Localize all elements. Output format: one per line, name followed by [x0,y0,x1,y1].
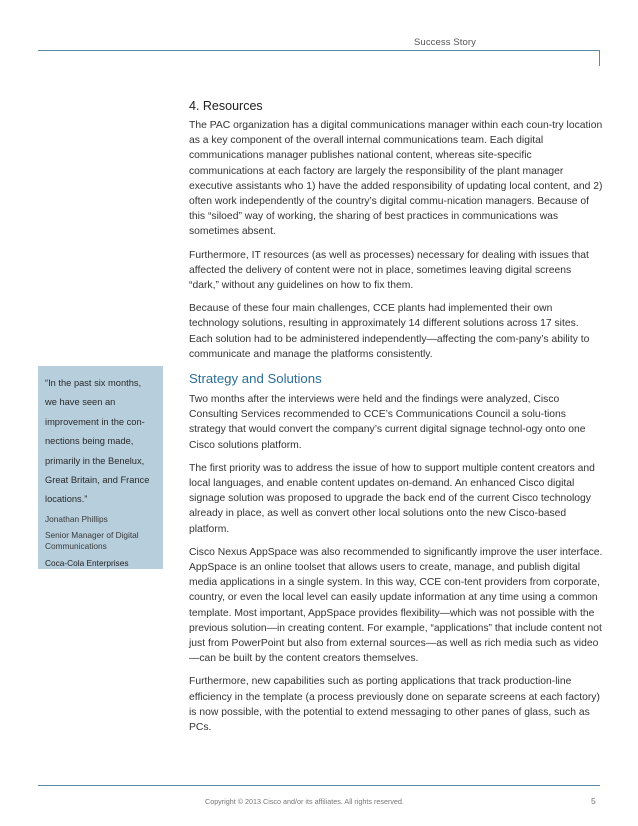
strategy-paragraph-1: Two months after the interviews were held and the findings were analyzed, Cisco Consulting Services recommended to CCE’s Communications Council a solu-tions strategy that would convert the company’s current digital signage technol-ogy onto one Cisco solutions platform. [189,394,586,451]
resources-paragraph-2: Furthermore, IT resources (as well as processes) necessary for dealing with issues that affected the delivery of content were not in place, sometimes leaving digital screens “dark,” without any guidelines on how to fix them. [189,249,589,292]
quote-author-company: Coca-Cola Enterprises [45,557,129,568]
header-label: Success Story [414,37,477,48]
resources-paragraph-1: The PAC organization has a digital communications manager within each coun-try location as a key component of the overall internal communications team. Each digital communications manager publishes national content, whereas site-specific communications at each factory are largely the responsibility of the plant manager executive assistants who 1) have the added responsibility of updating local content, and 2) often work independently of the country’s digital commu-nication managers. Because of this “siloed” way of working, the sharing of best practices in communications was sometimes absent. [189,120,603,238]
resources-section [189,99,603,370]
pull-quote: “In the past six months, we have seen an improvement in the con-nections being made, primarily in the Benelux, Great Britain, and France locations.” [45,378,150,505]
footer-rule [38,785,600,786]
copyright-notice: Copyright © 2013 Cisco and/or its affiliates. All rights reserved. [205,797,404,806]
strategy-paragraph-3: Cisco Nexus AppSpace was also recommended to significantly improve the user interface. AppSpace is an online toolset that allows users to create, manage, and publish digital media applications in a single system. In this way, CCE con-tent providers from corporate, country, or even the local level can easily update information at any time using a common template. Most important, AppSpace provides flexibility—which was not possible with the previous solution—in creating content. For example, “applications” that include content not just from PowerPoint but also from external sources—as well as rich media such as video—can be built by the content creators themselves. [189,546,603,665]
strategy-section [189,371,603,743]
resources-paragraph-3: Because of these four main challenges, CCE plants had implemented their own technology solutions, resulting in approximately 14 different solutions across 17 sites. Each solution had to be administered independently—affecting the com-pany’s ability to communicate and manage the platforms consistently. [189,303,590,360]
quote-author-name: Jonathan Phillips [45,513,108,524]
pull-quote-sidebar [38,366,163,569]
strategy-heading: Strategy and Solutions [189,371,322,386]
header-rule [38,50,600,66]
page-number: 5 [591,796,596,806]
quote-author-role: Senior Manager of Digital Communications [45,529,139,551]
strategy-paragraph-4: Furthermore, new capabilities such as porting applications that track production-line efficiency in the template (a process previously done on separate screens at each factory) is now possible, with the potential to extend messaging to other panes of glass, such as PCs. [189,676,600,734]
resources-heading: 4. Resources [189,99,263,113]
strategy-paragraph-2: The first priority was to address the issue of how to support multiple content creators and local languages, and enable content updates on-demand. An enhanced Cisco digital signage solution was proposed to upgrade the back end of the current Cisco technology already in place, as well as convert other local solutions onto the new Cisco-based platform. [189,462,595,535]
